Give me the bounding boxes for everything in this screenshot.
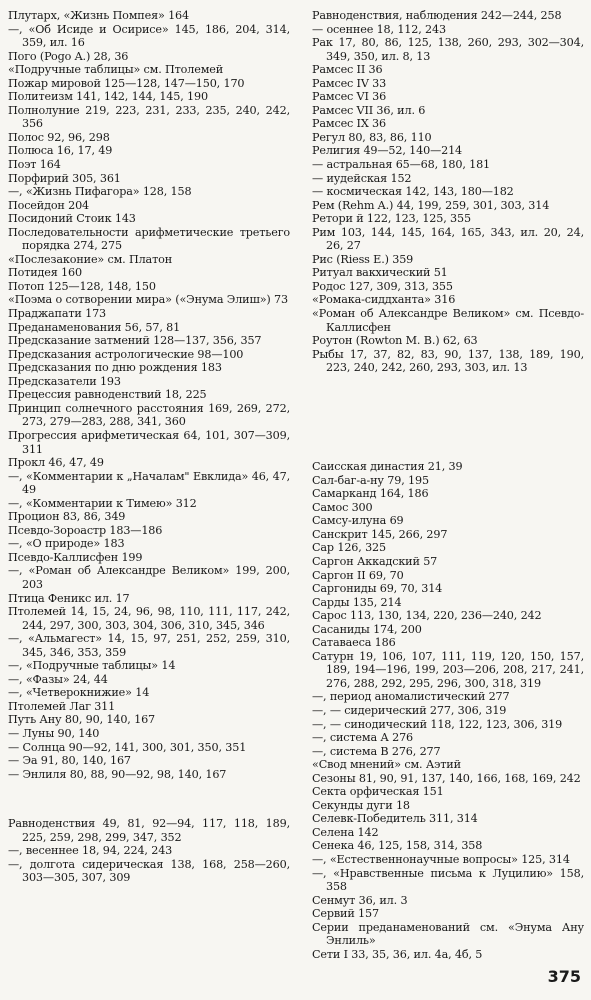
index-entry: — иудейская 152 [312,171,412,185]
index-entry: Принцип солнечного расстояния 169, 269, 272, 273, 279—283, 288, 341, 360 [8,401,290,429]
index-entry: Последовательности арифметические третьего порядка 274, 275 [8,225,290,253]
index-entry: Порфирий 305, 361 [8,171,121,185]
index-entry: — Солнца 90—92, 141, 300, 301, 350, 351 [8,740,247,754]
index-entry: Посидоний Стоик 143 [8,212,136,226]
index-entry: Преданаменования 56, 57, 81 [8,320,181,334]
index-entry: Прокл 46, 47, 49 [8,456,104,470]
index-entry: Псевдо-Зороастр 183—186 [8,523,163,537]
index-entry: —, «Естественнонаучные вопросы» 125, 314 [312,853,570,867]
index-entry: Рамсес IV 33 [312,76,387,90]
index-entry: Сарос 113, 130, 134, 220, 236—240, 242 [312,609,542,623]
page-number: 375 [547,967,581,986]
index-entry: Путь Ану 80, 90, 140, 167 [8,713,156,727]
index-entry: «Ромака-сиддханта» 316 [312,293,456,307]
index-entry: Полнолуние 219, 223, 231, 233, 235, 240, 242, 356 [8,103,290,131]
index-entry: Равноденствия, наблюдения 242—244, 258 [312,9,562,22]
index-entry: Плутарх, «Жизнь Помпея» 164 [8,9,189,22]
index-entry: Рыбы 17, 37, 82, 83, 90, 137, 138, 189, 190, 223, 240, 242, 260, 293, 303, ил. 13 [312,347,584,375]
index-entry: — Энлиля 80, 88, 90—92, 98, 140, 167 [8,767,227,781]
index-entry: Птолемей 14, 15, 24, 96, 98, 110, 111, 117, 242, 244, 297, 300, 303, 304, 306, 310, 345, 346 [8,605,290,632]
index-entry: Регул 80, 83, 86, 110 [312,130,432,144]
index-entry: Санскрит 145, 266, 297 [312,527,448,541]
index-entry: Посейдон 204 [8,198,90,212]
index-entry: Серии преданаменований см. «Энума Ану Энлиль» [312,920,584,948]
index-entry: Самос 300 [312,500,373,514]
index-gap [312,411,584,425]
index-entry: Сасаниды 174, 200 [312,622,422,636]
index-entry: Селевк-Победитель 311, 314 [312,812,478,826]
index-entry: —, — сидерический 277, 306, 319 [312,704,507,717]
index-entry: —, весеннее 18, 94, 224, 243 [8,844,173,858]
index-entry: Птолемей Лаг 311 [8,699,116,713]
index-entry: Рем (Rehm A.) 44, 199, 259, 301, 303, 314 [312,198,550,212]
index-gap [312,435,584,449]
index-entry: Полос 92, 96, 298 [8,130,110,144]
index-entry: Потидея 160 [8,266,82,280]
index-entry: Прецессия равноденствий 18, 225 [8,388,207,402]
index-entry: —, «Альмагест» 14, 15, 97, 251, 252, 259, 310, 345, 346, 353, 359 [8,632,290,659]
index-entry: Сатаваеса 186 [312,636,396,650]
index-entry: Предсказатели 193 [8,374,121,388]
index-entry: Саргониды 69, 70, 314 [312,582,443,596]
index-entry: Сенмут 36, ил. 3 [312,893,408,907]
index-entry: Сарды 135, 214 [312,595,402,609]
index-entry: Праджапати 173 [8,307,107,321]
index-entry: Сенека 46, 125, 158, 314, 358 [312,839,483,853]
index-entry: Сар 126, 325 [312,541,386,555]
index-entry: Самарканд 164, 186 [312,487,429,501]
index-entry: —, «Комментарии к Тимею» 312 [8,496,197,510]
index-entry: Родос 127, 309, 313, 355 [312,279,453,293]
index-entry: —, «Роман об Александре Великом» 199, 200, 203 [8,564,290,591]
index-entry: —, «Об Исиде и Осирисе» 145, 186, 204, 314, 359, ил. 16 [8,22,290,50]
index-entry: —, «Комментарии к „Началам" Евклида» 46, 47, 49 [8,469,290,497]
index-entry: Ритуал вакхический 51 [312,266,448,280]
index-entry: —, долгота сидерическая 138, 168, 258—260, 303—305, 307, 309 [8,857,290,885]
index-entry: «Роман об Александре Великом» см. Псевдо-Каллисфен [312,307,584,334]
index-entry: Саргон II 69, 70 [312,568,404,582]
index-entry: Самсу-илуна 69 [312,514,404,528]
index-entry: Ретори й 122, 123, 125, 355 [312,212,471,226]
index-entry: — космическая 142, 143, 180—182 [312,185,514,199]
index-entry: Предсказания астрологические 98—100 [8,347,244,361]
index-entry: Религия 49—52, 140—214 [312,144,463,158]
index-entry: —, «Четверокнижие» 14 [8,686,150,700]
index-entry: Рамсес VII 36, ил. 6 [312,103,426,117]
index-entry: Полюса 16, 17, 49 [8,144,113,158]
index-entry: Рис (Riess E.) 359 [312,252,414,266]
index-entry: —, — синодический 118, 122, 123, 306, 319 [312,717,563,731]
index-entry: Сервий 157 [312,907,379,921]
index-gap [312,386,584,400]
index-entry: Рамсес IX 36 [312,117,386,131]
index-entry: Рак 17, 80, 86, 125, 138, 260, 293, 302—304, 349, 350, ил. 8, 13 [312,36,584,63]
index-entry: «Свод мнений» см. Аэтий [312,758,461,772]
index-entry: — осеннее 18, 112, 243 [312,22,446,36]
index-entry: Политеизм 141, 142, 144, 145, 190 [8,90,208,104]
index-column-left [8,9,290,885]
index-entry: Предсказания по дню рождения 183 [8,361,222,375]
index-entry: —, «О природе» 183 [8,537,125,551]
index-entry: —, «Фазы» 24, 44 [8,672,108,686]
index-entry: Селена 142 [312,825,379,839]
index-entry: Рамсес II 36 [312,63,383,77]
index-entry: —, «Нравственные письма к Луцилию» 158, 358 [312,866,584,894]
index-entry: — астральная 65—68, 180, 181 [312,158,491,172]
index-entry: —, «Подручные таблицы» 14 [8,659,176,673]
index-entry: Секта орфическая 151 [312,785,444,799]
index-entry: Рим 103, 144, 145, 164, 165, 343, ил. 20, 24, 26, 27 [312,225,584,253]
index-entry: Секунды дуги 18 [312,798,410,812]
index-entry: Птица Феникс ил. 17 [8,591,130,605]
index-entry: — Эа 91, 80, 140, 167 [8,754,131,768]
index-entry: «Подручные таблицы» см. Птолемей [8,63,224,77]
index-entry: Роутон (Rowton M. B.) 62, 63 [312,334,478,348]
index-entry: Процион 83, 86, 349 [8,510,126,524]
index-entry: Равноденствия 49, 81, 92—94, 117, 118, 189, 225, 259, 298, 299, 347, 352 [8,817,290,844]
index-entry: Псевдо-Каллисфен 199 [8,550,143,564]
index-entry: «Послезаконие» см. Платон [8,252,173,266]
index-entry: Рамсес VI 36 [312,90,387,104]
index-entry: Поэт 164 [8,158,61,172]
index-entry: Сатурн 19, 106, 107, 111, 119, 120, 150, 157, 189, 194—196, 199, 203—206, 208, 217, 241, 276, 288, 292, 295, 296, 300, 318, 319 [312,649,584,690]
index-entry: Саисская династия 21, 39 [312,460,463,474]
index-entry: Саргон Аккадский 57 [312,554,438,568]
index-entry: —, система А 276 [312,731,414,745]
index-entry: Прогрессия арифметическая 64, 101, 307—309, 311 [8,428,290,456]
index-column-right [312,9,584,961]
index-entry: —, период аномалистический 277 [312,690,510,704]
index-entry: Предсказание затмений 128—137, 356, 357 [8,334,262,348]
index-entry: —, система В 276, 277 [312,744,441,758]
index-entry: Потоп 125—128, 148, 150 [8,279,156,293]
index-entry: Сал-баг-а-ну 79, 195 [312,473,429,487]
index-entry: —, «Жизнь Пифагора» 128, 158 [8,185,192,199]
index-entry: Сети I 33, 35, 36, ил. 4а, 4б, 5 [312,947,483,961]
index-entry: — Луны 90, 140 [8,726,100,740]
index-entry: Пожар мировой 125—128, 147—150, 170 [8,76,245,90]
index-entry: «Поэма о сотворении мира» («Энума Элиш») 73 [8,293,288,307]
index-entry: Сезоны 81, 90, 91, 137, 140, 166, 168, 169, 242 [312,771,581,785]
index-entry: Пого (Pogo A.) 28, 36 [8,49,129,63]
index-gap [8,792,290,806]
